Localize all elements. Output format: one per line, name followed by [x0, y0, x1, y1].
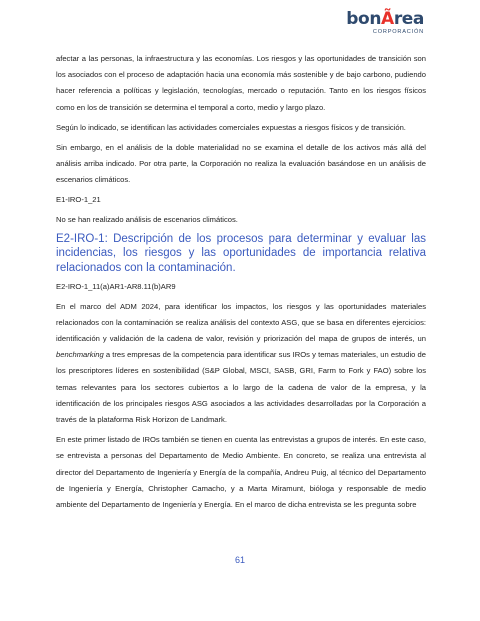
logo-wordmark — [346, 10, 424, 28]
paragraph-adm-text-1: En el marco del ADM 2024, para identificar los impactos, los riesgos y las oportunidades materiales relacionados con la contaminación se realiza análisis del contexto ASG, que se basa en diferentes ejercicios: identificación y validación de la cadena de valor, revisión y priorización del mapa de grupos de interés, un — [56, 301, 426, 344]
paragraph-adm-text-2: a tres empresas de la competencia para identificar sus IROs y temas materiales, un estudio de los prescriptores líderes en sostenibilidad (S&P Global, MSCI, SASB, GRI, Farm to Fork y FAO) sobre los temas relevantes para los sectores cubiertos a lo largo de la cadena de valor de la empresa, y la identificación de los principales riesgos ASG asociados a las actividades desarrolladas por la Corporación a través de la plataforma Risk Horizon de Landmark. — [56, 350, 426, 425]
paragraph-risks: afectar a las personas, la infraestructura y las economías. Los riesgos y las oportunidades de transición son los asociados con el proceso de adaptación hacia una economía más sostenible y de bajo carbono, pudiendo hacer referencia a políticas y legislación, tecnologías, mercado o reputación. Tanto en los riesgos físicos como en los de transición se determina el temporal a corto, medio y largo plazo. — [56, 54, 426, 112]
paragraph-adm-context — [56, 299, 426, 429]
paragraph-activities: Según lo indicado, se identifican las actividades comerciales expuestas a riesgos físicos y de transición. — [56, 122, 406, 132]
logo-word-accent: Ã — [381, 9, 394, 29]
page-number: 61 — [234, 555, 245, 565]
logo-subtitle: CORPORACIÓN — [372, 29, 424, 35]
benchmarking-term: benchmarking — [56, 350, 104, 360]
datapoint-code-e1: E1-IRO-1_21 — [56, 194, 101, 204]
page-body — [56, 51, 426, 517]
section-heading: E2-IRO-1: Descripción de los procesos para determinar y evaluar las incidencias, los riesgos y las oportunidades de importancia relativa relacionados con la contaminación. — [56, 232, 426, 275]
datapoint-code-e2: E2-IRO-1_11(a)AR1-AR8.11(b)AR9 — [56, 281, 176, 291]
paragraph-interviews: En este primer listado de IROs también se tienen en cuenta las entrevistas a grupos de interés. En este caso, se entrevista a personas del Departamento de Medio Ambiente. En concreto, se realiza una entrevista al director del Departamento de Ingeniería y Energía de la compañía, Andreu Puig, al técnico del Departamento de Ingeniería y Energía, Christopher Camacho, y a Marta Miramunt, bióloga y responsable de medio ambiente del Departamento de Ingeniería y Energía. En el marco de dicha entrevista se les pregunta sobre — [56, 435, 426, 510]
paragraph-double-materiality: Sin embargo, en el análisis de la doble materialidad no se examina el detalle de los activos más allá del análisis arriba indicado. Por otra parte, la Corporación no realiza la evaluación basándose en un análisis de escenarios climáticos. — [56, 143, 426, 185]
paragraph-no-scenarios: No se han realizado análisis de escenarios climáticos. — [56, 214, 238, 224]
logo-word-start: bon — [346, 9, 382, 29]
logo-word-end: rea — [393, 9, 424, 29]
bonarea-logo — [346, 10, 424, 35]
